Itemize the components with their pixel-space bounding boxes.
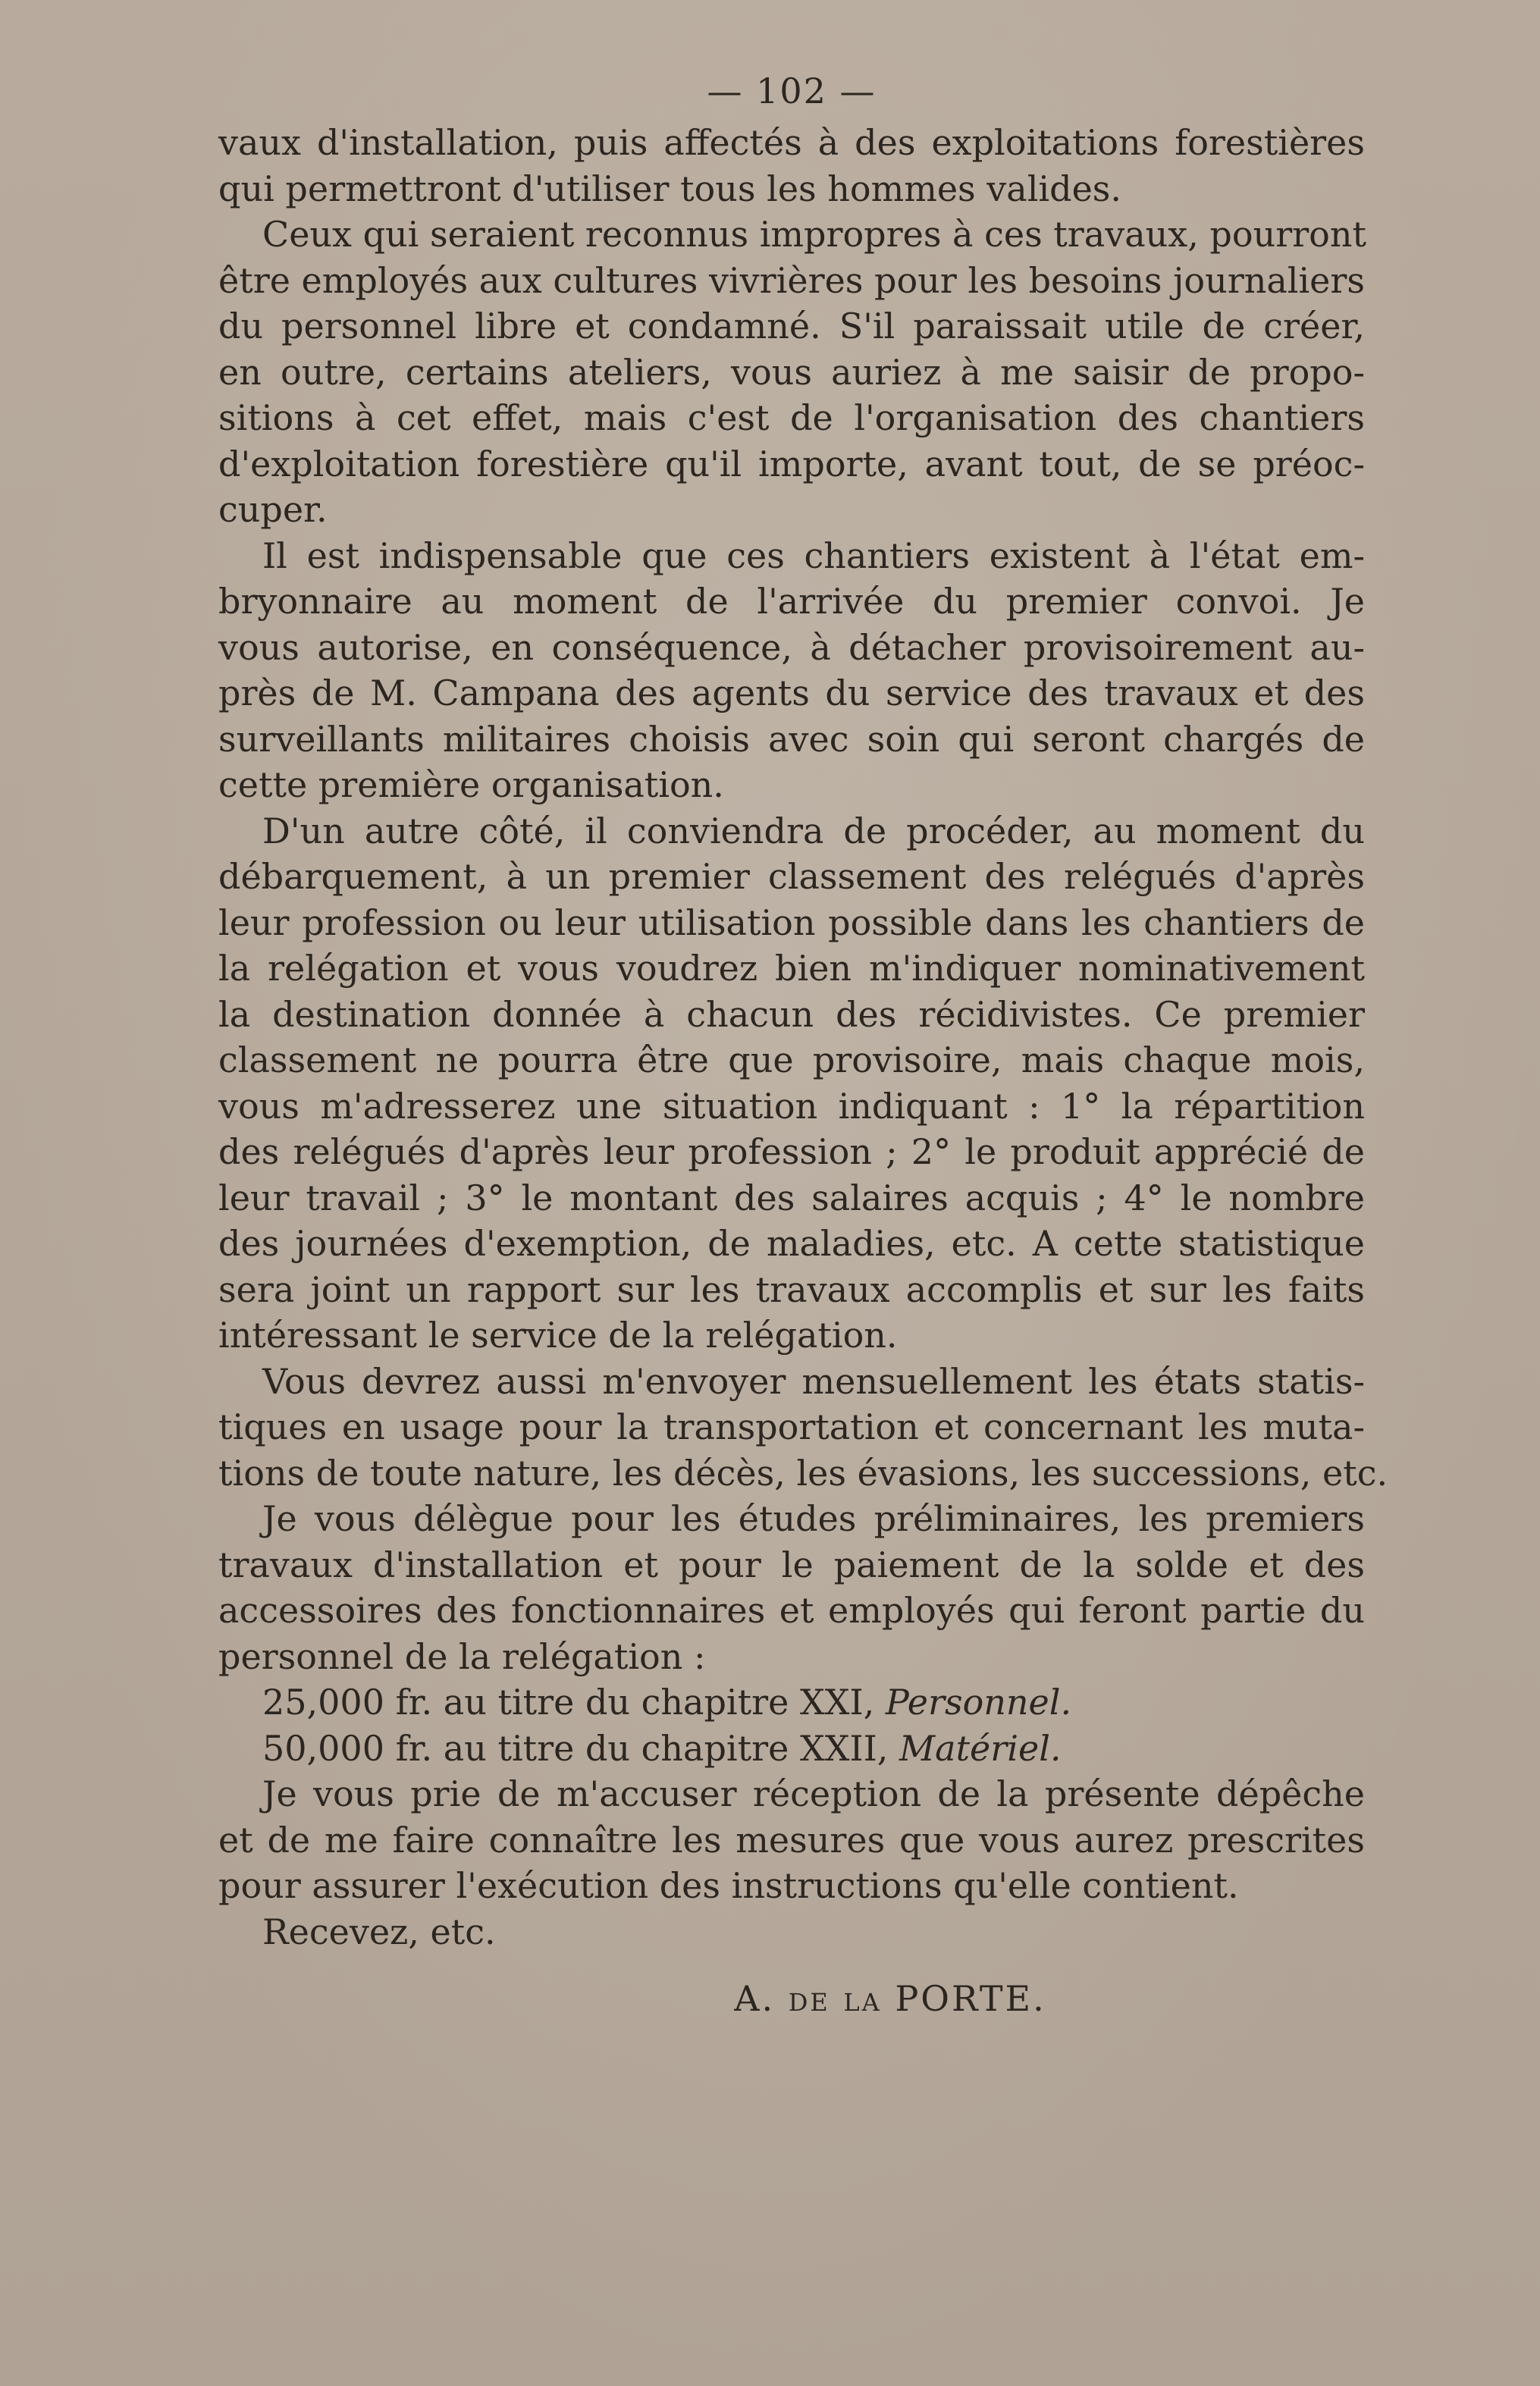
text-line: accessoires des fonctionnaires et employés qui feront partie du (218, 1590, 1365, 1631)
text-line: Je vous délègue pour les études préliminaires, les premiers (262, 1498, 1365, 1539)
text-line: bryonnaire au moment de l'arrivée du premier convoi. Je (218, 581, 1365, 622)
text-line: cuper. (218, 489, 328, 530)
text-line: du personnel libre et condamné. S'il paraissait utile de créer, (218, 306, 1365, 346)
text-line: surveillants militaires choisis avec soin qui seront chargés de (218, 718, 1365, 760)
text-line: la relégation et vous voudrez bien m'indiquer nominativement (218, 948, 1365, 989)
text-line: en outre, certains ateliers, vous auriez à me saisir de propo- (218, 351, 1365, 393)
credit-line-materiel (218, 1726, 1365, 1772)
credit-line-personnel (218, 1679, 1365, 1726)
text-line: personnel de la relégation : (218, 1635, 706, 1677)
text-line: tions de toute nature, les décès, les évasions, les successions, etc. (218, 1452, 1388, 1494)
text-line: des relégués d'après leur profession ; 2° le produit apprécié de (218, 1131, 1365, 1172)
text-line: sitions à cet effet, mais c'est de l'organisation des chantiers (218, 397, 1365, 438)
text-line: sera joint un rapport sur les travaux accomplis et sur les faits (218, 1268, 1365, 1310)
text-line: être employés aux cultures vivrières pour les besoins journaliers (218, 259, 1365, 301)
text-line: classement ne pourra être que provisoire, mais chaque mois, (218, 1039, 1365, 1080)
text-line: pour assurer l'exécution des instructions qu'elle contient. (218, 1865, 1239, 1906)
text-line: près de M. Campana des agents du service des travaux et des (218, 673, 1365, 713)
text-line: d'exploitation forestière qu'il importe, avant tout, de se préoc- (218, 443, 1365, 484)
text-block (218, 68, 1388, 2022)
text-line: qui permettront d'utiliser tous les hommes valides. (218, 168, 1122, 209)
text-line: des journées d'exemption, de maladies, etc. A cette statistique (218, 1223, 1365, 1264)
text-line: tiques en usage pour la transportation et concernant les muta- (218, 1406, 1365, 1447)
text-line: travaux d'installation et pour le paiement de la solde et des (218, 1544, 1365, 1585)
text-line: cette première organisation. (218, 764, 724, 805)
text-line: et de me faire connaître les mesures que vous aurez prescrites (218, 1819, 1365, 1861)
signature-name: PORTE. (895, 1978, 1046, 2019)
text-line: débarquement, à un premier classement des relégués d'après (218, 856, 1365, 897)
credit-line-italic: Matériel. (899, 1727, 1062, 1769)
text-line: vaux d'installation, puis affectés à des exploitations forestières (218, 122, 1365, 163)
credit-line-text: 25,000 fr. au titre du chapitre XXI, (262, 1682, 886, 1723)
credit-line-text: 50,000 fr. au titre du chapitre XXII, (262, 1727, 900, 1769)
text-line: Il est indispensable que ces chantiers existent à l'état em- (262, 535, 1365, 576)
credit-line-italic: Personnel. (885, 1682, 1072, 1723)
text-line: D'un autre côté, il conviendra de procéder, au moment du (262, 810, 1365, 851)
signature (218, 1976, 1365, 2022)
text-line: intéressant le service de la relégation. (218, 1315, 898, 1356)
text-line: Vous devrez aussi m'envoyer mensuellement les états statis- (262, 1360, 1365, 1402)
text-line: leur travail ; 3° le montant des salaires acquis ; 4° le nombre (218, 1177, 1365, 1218)
closing-line: Recevez, etc. (262, 1911, 496, 1952)
text-line: Je vous prie de m'accuser réception de la présente dépêche (262, 1773, 1365, 1814)
text-line: vous m'adresserez une situation indiquant : 1° la répartition (218, 1085, 1365, 1127)
signature-initial: A. (734, 1978, 776, 2019)
page-number: — 102 — (707, 71, 877, 111)
text-line: la destination donnée à chacun des récidivistes. Ce premier (218, 993, 1365, 1035)
signature-particle: de la (788, 1978, 882, 2019)
text-line: vous autorise, en conséquence, à détacher provisoirement au- (218, 626, 1365, 668)
text-line: Ceux qui seraient reconnus impropres à ces travaux, pourront (262, 214, 1366, 255)
text-line: leur profession ou leur utilisation possible dans les chantiers de (218, 901, 1365, 943)
